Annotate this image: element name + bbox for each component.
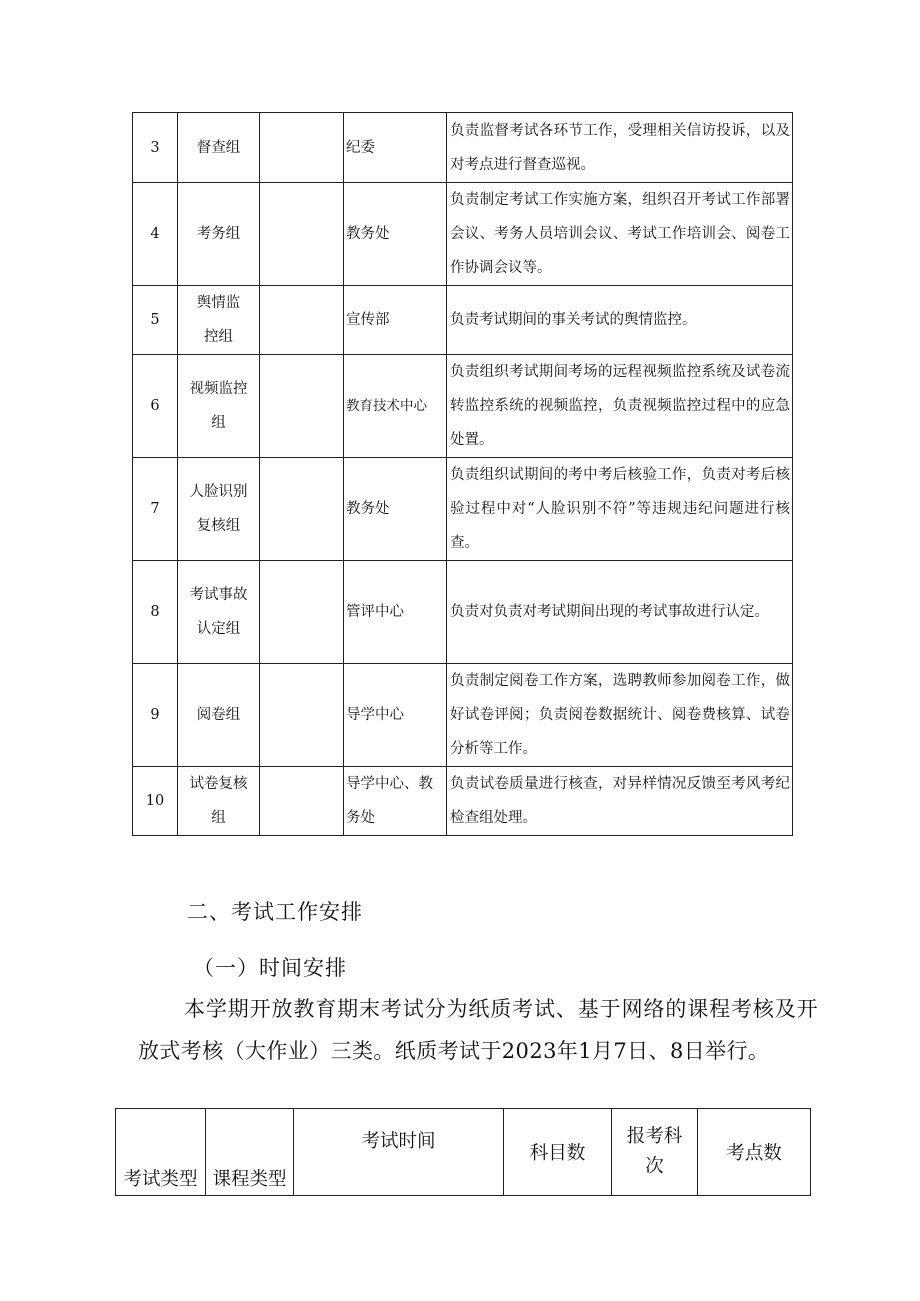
header-exam-time: 考试时间 bbox=[294, 1109, 504, 1196]
row-number: 5 bbox=[133, 286, 178, 355]
row-number: 6 bbox=[133, 355, 178, 458]
working-groups-table bbox=[132, 112, 793, 836]
table-row bbox=[133, 767, 793, 836]
department: 教务处 bbox=[344, 183, 447, 286]
header-site-count: 考点数 bbox=[698, 1109, 811, 1196]
department: 教务处 bbox=[344, 458, 447, 561]
empty-cell bbox=[260, 664, 344, 767]
table-row bbox=[133, 183, 793, 286]
table-row bbox=[133, 286, 793, 355]
table-row bbox=[133, 458, 793, 561]
department: 管评中心 bbox=[344, 561, 447, 664]
row-number: 8 bbox=[133, 561, 178, 664]
department: 导学中心、教务处 bbox=[344, 767, 447, 836]
table-row bbox=[133, 664, 793, 767]
row-number: 7 bbox=[133, 458, 178, 561]
duty-description: 负责制定考试工作实施方案，组织召开考试工作部署会议、考务人员培训会议、考试工作培训会、阅卷工作协调会议等。 bbox=[447, 183, 793, 286]
subsection-heading: （一）时间安排 bbox=[193, 956, 347, 980]
department: 宣传部 bbox=[344, 286, 447, 355]
header-exam-type: 考试类型 bbox=[116, 1109, 206, 1196]
table-row bbox=[133, 355, 793, 458]
row-number: 3 bbox=[133, 113, 178, 183]
exam-schedule-table bbox=[115, 1108, 811, 1196]
department: 教育技术中心 bbox=[344, 355, 447, 458]
department: 纪委 bbox=[344, 113, 447, 183]
group-name: 阅卷组 bbox=[178, 664, 260, 767]
group-name: 考务组 bbox=[178, 183, 260, 286]
group-name: 视频监控组 bbox=[178, 355, 260, 458]
table-header-row bbox=[116, 1109, 811, 1196]
duty-description: 负责考试期间的事关考试的舆情监控。 bbox=[447, 286, 793, 355]
header-registrations bbox=[612, 1109, 698, 1196]
header-registrations-label: 报考科次 bbox=[626, 1126, 683, 1177]
header-subject-count: 科目数 bbox=[504, 1109, 612, 1196]
duty-description: 负责组织试期间的考中考后核验工作，负责对考后核验过程中对“人脸识别不符”等违规违纪问题进行核查。 bbox=[447, 458, 793, 561]
row-number: 9 bbox=[133, 664, 178, 767]
table-row bbox=[133, 113, 793, 183]
body-paragraph: 本学期开放教育期末考试分为纸质考试、基于网络的课程考核及开放式考核（大作业）三类。纸质考试于2023年1月7日、8日举行。 bbox=[138, 997, 818, 1063]
duty-description: 负责组织考试期间考场的远程视频监控系统及试卷流转监控系统的视频监控，负责视频监控过程中的应急处置。 bbox=[447, 355, 793, 458]
header-course-type: 课程类型 bbox=[206, 1109, 294, 1196]
duty-description: 负责试卷质量进行核查，对异样情况反馈至考风考纪检查组处理。 bbox=[447, 767, 793, 836]
empty-cell bbox=[260, 113, 344, 183]
group-name: 考试事故认定组 bbox=[178, 561, 260, 664]
department: 导学中心 bbox=[344, 664, 447, 767]
empty-cell bbox=[260, 183, 344, 286]
group-name: 舆情监控组 bbox=[178, 286, 260, 355]
table-row bbox=[133, 561, 793, 664]
empty-cell bbox=[260, 355, 344, 458]
duty-description: 负责对负责对考试期间出现的考试事故进行认定。 bbox=[447, 561, 793, 664]
row-number: 10 bbox=[133, 767, 178, 836]
section-heading: 二、考试工作安排 bbox=[187, 900, 363, 924]
row-number: 4 bbox=[133, 183, 178, 286]
group-name: 试卷复核组 bbox=[178, 767, 260, 836]
empty-cell bbox=[260, 561, 344, 664]
duty-description: 负责监督考试各环节工作，受理相关信访投诉，以及对考点进行督查巡视。 bbox=[447, 113, 793, 183]
duty-description: 负责制定阅卷工作方案，选聘教师参加阅卷工作，做好试卷评阅；负责阅卷数据统计、阅卷费核算、试卷分析等工作。 bbox=[447, 664, 793, 767]
empty-cell bbox=[260, 458, 344, 561]
empty-cell bbox=[260, 286, 344, 355]
group-name: 督查组 bbox=[178, 113, 260, 183]
group-name: 人脸识别复核组 bbox=[178, 458, 260, 561]
empty-cell bbox=[260, 767, 344, 836]
